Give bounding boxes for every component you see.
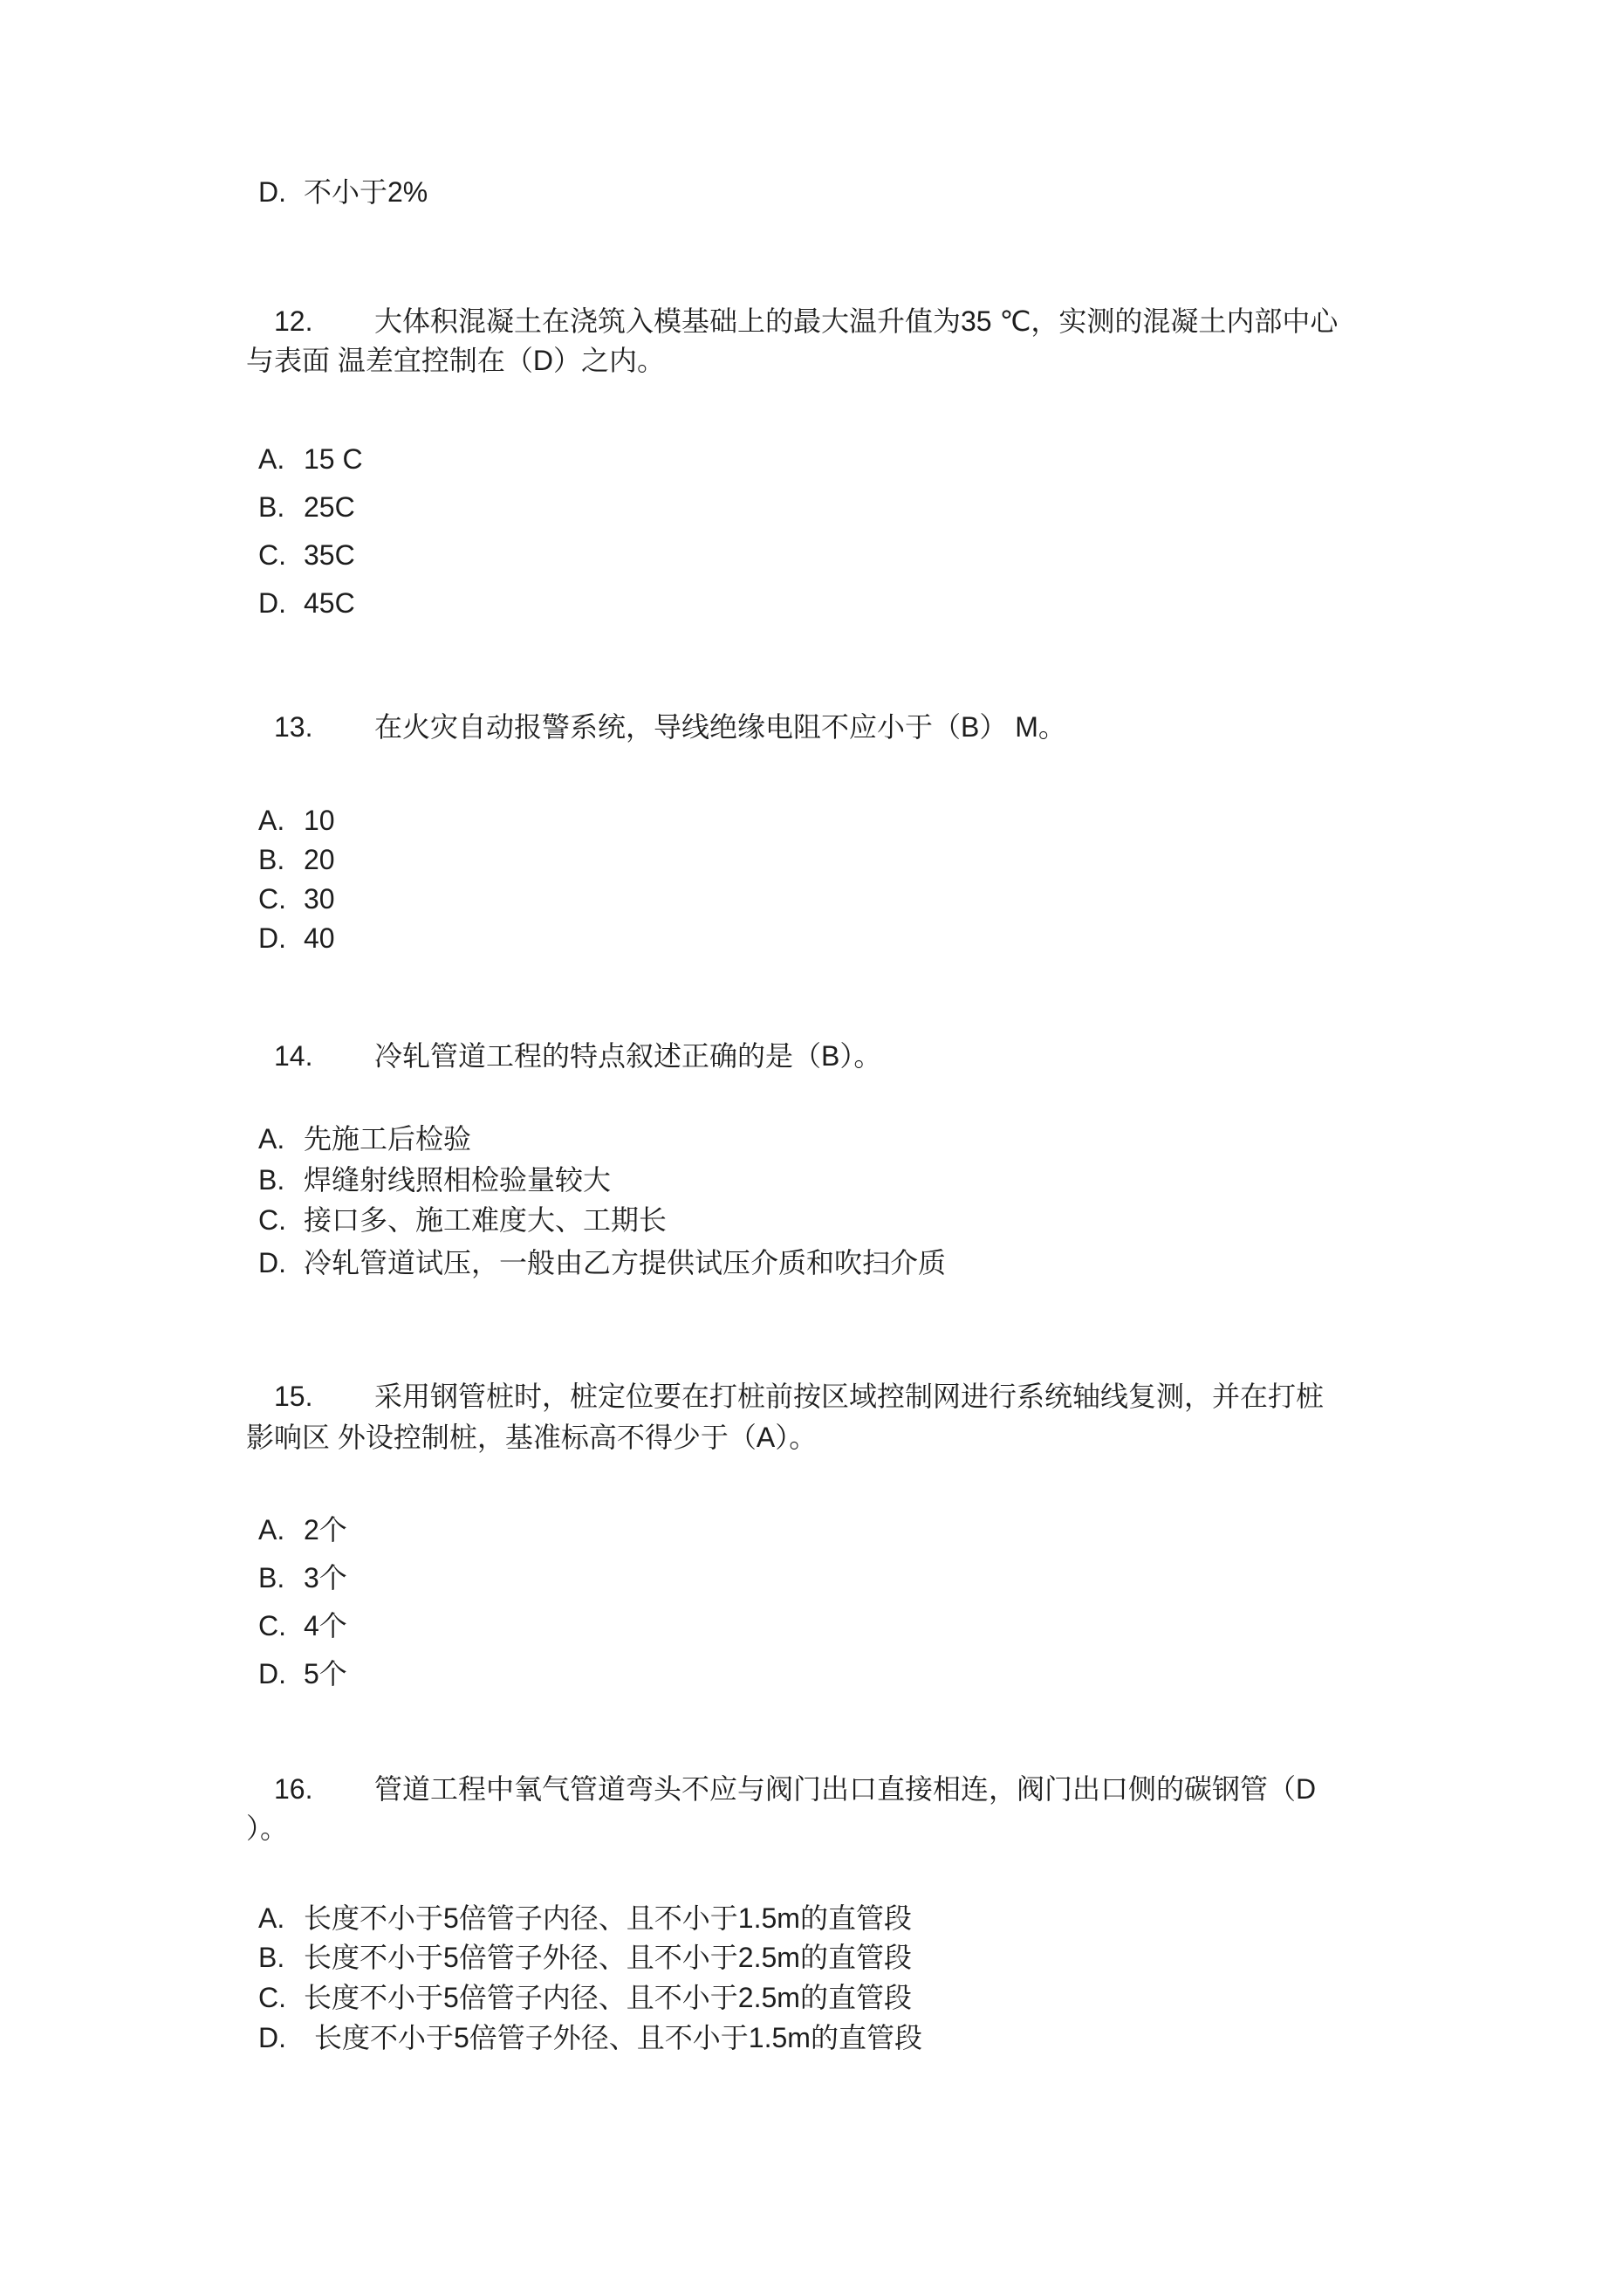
option-row <box>258 440 363 479</box>
question-stem-line: 大体积混凝土在浇筑入模基础上的最大温升值为35 ℃，实测的混凝土内部中心 <box>374 305 1339 337</box>
option-label: B. <box>258 844 285 875</box>
option-row <box>258 173 428 212</box>
option-label: A. <box>258 1902 285 1934</box>
option-text: 不小于2% <box>304 176 428 208</box>
option-label: D. <box>258 1247 286 1278</box>
option-text: 40 <box>304 922 335 954</box>
option-text: 长度不小于5倍管子内径、且不小于2.5m的直管段 <box>304 1982 912 2013</box>
option-label: A. <box>258 1123 285 1155</box>
option-label: A. <box>258 443 285 475</box>
option-label: A. <box>258 1514 285 1546</box>
option-row <box>258 840 335 880</box>
option-row <box>258 1655 347 1694</box>
option-row <box>258 1559 347 1598</box>
option-row <box>258 1120 471 1159</box>
question-stem-line: 冷轧管道工程的特点叙述正确的是（B）。 <box>374 1040 882 1072</box>
option-row <box>258 1244 946 1283</box>
question-stem-line: 影响区 外设控制桩，基准标高不得少于（A）。 <box>246 1422 818 1453</box>
option-label: A. <box>258 805 285 836</box>
option-label: D. <box>258 176 286 208</box>
option-row <box>258 1161 611 1200</box>
question-stem-line: 与表面 温差宜控制在（D）之内。 <box>246 345 666 376</box>
option-text: 长度不小于5倍管子外径、且不小于1.5m的直管段 <box>314 2022 922 2053</box>
option-row <box>258 1899 912 1938</box>
option-text: 先施工后检验 <box>304 1123 472 1155</box>
option-label: D. <box>258 1658 286 1689</box>
option-label: C. <box>258 539 286 571</box>
option-text: 长度不小于5倍管子内径、且不小于1.5m的直管段 <box>304 1902 912 1934</box>
option-text: 3个 <box>304 1562 347 1593</box>
option-row <box>258 1607 347 1646</box>
option-text: 35C <box>304 539 355 571</box>
option-row <box>258 488 355 527</box>
option-row <box>258 880 335 919</box>
option-label: C. <box>258 1204 286 1236</box>
question-stem <box>274 1037 881 1076</box>
question-stem <box>274 1377 1324 1416</box>
option-label: C. <box>258 1982 286 2013</box>
option-label: B. <box>258 1562 285 1593</box>
option-text: 4个 <box>304 1610 347 1641</box>
question-stem-line: 在火灾自动报警系统，导线绝缘电阻不应小于（B） M。 <box>374 711 1066 743</box>
question-number: 13. <box>274 711 313 743</box>
question-number: 12. <box>274 305 313 337</box>
option-label: B. <box>258 491 285 523</box>
option-row <box>258 919 335 958</box>
question-stem-line: 管道工程中氧气管道弯头不应与阀门出口直接相连，阀门出口侧的碳钢管（D <box>374 1773 1317 1805</box>
option-label: C. <box>258 1610 286 1641</box>
option-text: 15 C <box>304 443 363 475</box>
option-text: 45C <box>304 587 355 619</box>
option-text: 5个 <box>304 1658 347 1689</box>
question-stem <box>274 708 1066 747</box>
question-stem <box>274 1770 1316 1809</box>
option-text: 2个 <box>304 1514 347 1546</box>
option-row <box>258 1978 912 2018</box>
option-label: C. <box>258 883 286 915</box>
option-label: D. <box>258 922 286 954</box>
option-row <box>258 584 355 623</box>
option-row <box>258 1201 667 1240</box>
option-text: 焊缝射线照相检验量较大 <box>304 1164 612 1196</box>
option-label: B. <box>258 1164 285 1196</box>
question-stem <box>274 302 1338 341</box>
option-row <box>258 536 355 575</box>
option-text: 10 <box>304 805 335 836</box>
option-text: 25C <box>304 491 355 523</box>
option-row <box>258 1938 912 1977</box>
option-row <box>258 2018 922 2058</box>
question-number: 15. <box>274 1381 313 1412</box>
option-text: 冷轧管道试压，一般由乙方提供试压介质和吹扫介质 <box>304 1247 947 1278</box>
option-label: B. <box>258 1942 285 1973</box>
question-number: 16. <box>274 1773 313 1805</box>
option-row <box>258 1511 347 1550</box>
option-label: D. <box>258 587 286 619</box>
option-text: 接口多、施工难度大、工期长 <box>304 1204 668 1236</box>
option-text: 长度不小于5倍管子外径、且不小于2.5m的直管段 <box>304 1942 912 1973</box>
question-number: 14. <box>274 1040 313 1072</box>
option-text: 30 <box>304 883 335 915</box>
question-stem-line: 采用钢管桩时，桩定位要在打桩前按区域控制网进行系统轴线复测，并在打桩 <box>374 1381 1325 1412</box>
question-stem-line: ）。 <box>246 1813 289 1844</box>
option-row <box>258 801 335 840</box>
option-label: D. <box>258 2022 286 2053</box>
option-text: 20 <box>304 844 335 875</box>
